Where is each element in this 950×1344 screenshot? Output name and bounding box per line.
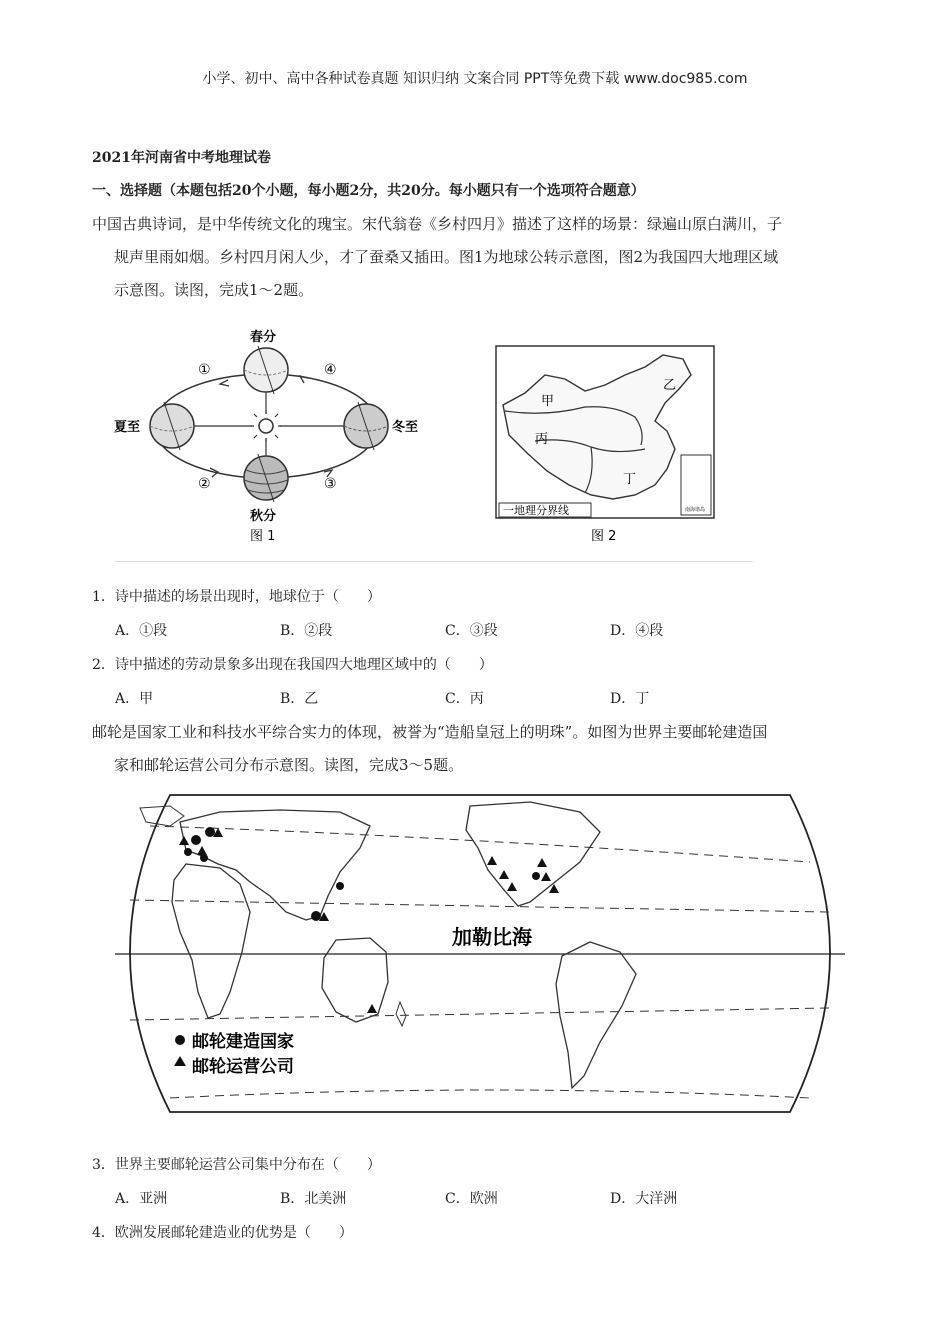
legend-circle-icon	[175, 1035, 185, 1045]
q3-option-d[interactable]: D．大洋洲	[610, 1191, 678, 1207]
intro1-line1: 中国古典诗词，是中华传统文化的瑰宝。宋代翁卷《乡村四月》描述了这样的场景：绿遍山原白满川，子	[92, 215, 783, 233]
legend-boundary-line: 一地理分界线	[503, 504, 569, 517]
earth-spring-icon	[244, 346, 288, 394]
q1-option-d[interactable]: D．④段	[610, 623, 664, 639]
intro1-line2: 规声里雨如烟。乡村四月闲人少，才了蚕桑又插田。图1为地球公转示意图，图2为我国四大地理区域	[114, 248, 779, 266]
question-3: 3．世界主要邮轮运营公司集中分布在（ ）	[92, 1157, 381, 1173]
legend-operate-label: 邮轮运营公司	[192, 1057, 294, 1077]
q2-option-d[interactable]: D．丁	[610, 691, 650, 707]
q2-option-c[interactable]: C．丙	[445, 691, 484, 707]
exam-title: 2021年河南省中考地理试卷	[92, 150, 271, 166]
q2-option-a[interactable]: A．甲	[115, 691, 154, 707]
inset-label: 南海诸岛	[685, 507, 706, 513]
region-jia-label: 甲	[541, 394, 555, 409]
figure-2-china-regions	[495, 345, 715, 545]
south-sea-inset	[681, 455, 711, 515]
segment-3-label: ③	[324, 476, 337, 492]
label-winter: 冬至	[392, 420, 419, 435]
segment-4-label: ④	[324, 362, 337, 378]
figure-1-caption: 图 1	[250, 529, 276, 544]
sun-icon	[250, 410, 282, 442]
page-header: 小学、初中、高中各种试卷真题 知识归纳 文案合同 PPT等免费下载 www.doc985.com	[202, 71, 748, 87]
earth-winter-icon	[344, 402, 388, 450]
q3-option-c[interactable]: C．欧洲	[445, 1191, 498, 1207]
section-heading: 一、选择题（本题包括20个小题，每小题2分，共20分。每小题只有一个选项符合题意）	[92, 183, 645, 199]
legend-build-label: 邮轮建造国家	[192, 1032, 294, 1052]
orbit-arrow-4	[300, 376, 308, 383]
region-ding-label: 丁	[623, 472, 637, 487]
question-1-options	[115, 620, 815, 640]
intro1-line3: 示意图。读图，完成1～2题。	[114, 281, 314, 299]
q1-option-a[interactable]: A．①段	[115, 623, 168, 639]
question-2-options	[115, 688, 815, 708]
orbit-arrow-1	[220, 380, 229, 386]
figure-1-revolution	[110, 328, 430, 548]
region-bing-label: 丙	[535, 432, 549, 447]
intro-paragraph-2	[92, 716, 874, 782]
q1-option-c[interactable]: C．③段	[445, 623, 498, 639]
q1-option-b[interactable]: B．②段	[280, 623, 333, 639]
q3-option-a[interactable]: A．亚洲	[115, 1191, 168, 1207]
segment-1-label: ①	[198, 362, 211, 378]
earth-summer-icon	[150, 402, 194, 450]
label-spring: 春分	[250, 330, 277, 345]
intro2-line2: 家和邮轮运营公司分布示意图。读图，完成3～5题。	[114, 756, 464, 774]
divider	[115, 561, 753, 562]
segment-2-label: ②	[198, 476, 211, 492]
figure-2-caption: 图 2	[591, 529, 617, 544]
region-yi-label: 乙	[663, 378, 677, 393]
question-4: 4．欧洲发展邮轮建造业的优势是（ ）	[92, 1225, 353, 1241]
q3-option-b[interactable]: B．北美洲	[280, 1191, 347, 1207]
intro-paragraph-1	[92, 208, 874, 307]
intro2-line1: 邮轮是国家工业和科技水平综合实力的体现，被誉为“造船皇冠上的明珠”。如图为世界主要邮轮建造国	[92, 723, 768, 741]
label-summer: 夏至	[114, 420, 141, 435]
label-autumn: 秋分	[250, 509, 277, 524]
world-cruise-map	[110, 792, 850, 1117]
caribbean-label: 加勒比海	[452, 925, 532, 949]
question-3-options	[115, 1188, 815, 1208]
q2-option-b[interactable]: B．乙	[280, 691, 319, 707]
question-2: 2．诗中描述的劳动景象多出现在我国四大地理区域中的（ ）	[92, 657, 493, 673]
question-1: 1．诗中描述的场景出现时，地球位于（ ）	[92, 589, 381, 605]
earth-autumn-icon	[244, 454, 288, 502]
